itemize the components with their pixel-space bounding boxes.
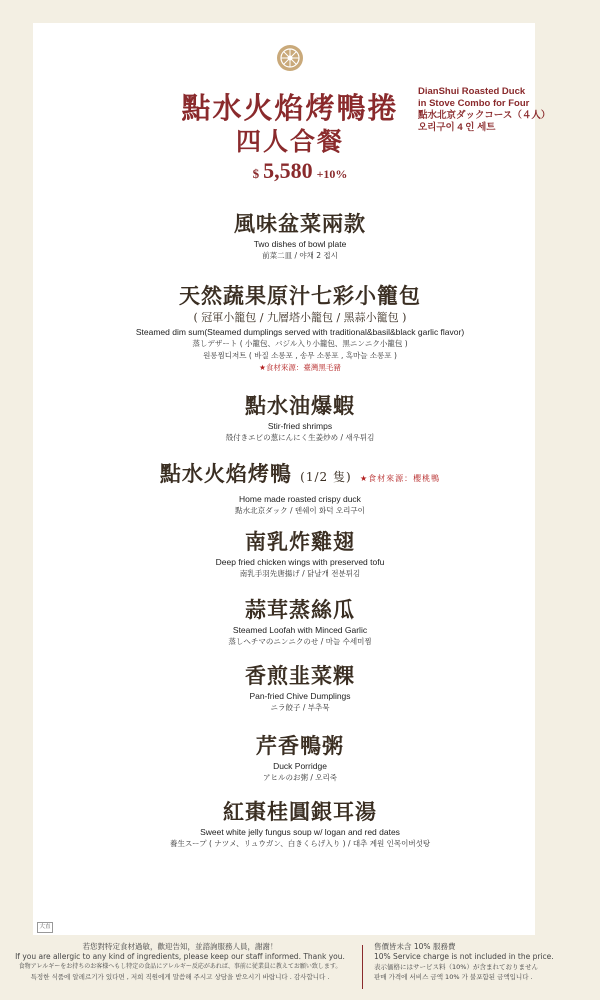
dish-title-row [60, 460, 540, 493]
dish-quantity: (1/2 隻) [300, 470, 352, 484]
dish-name-zh: 香煎韭菜粿 [245, 663, 355, 688]
allergy-notice-jp: 食物アレルギーをお持ちのお客様へもし特定の食品にアレルギー反応があれば、事前に従業員に教えてお願い致します。 [18, 963, 342, 970]
allergy-notice-kr: 특정한 식품에 알레르기가 있다면 , 저희 직원에게 말씀해 주시고 상담을 받으시기 바랍니다 . 감사합니다 . [30, 973, 330, 981]
price-currency: $ [252, 166, 260, 181]
dish-name-en: Sweet white jelly fungus soup w/ logan and red dates [200, 827, 400, 837]
dish-name-en: Pan-fried Chive Dumplings [249, 691, 351, 701]
ingredient-source: ★食材來源：臺灣黑毛豬 [259, 363, 341, 372]
dish-name-zh: 風味盆菜兩款 [234, 211, 366, 236]
dish-item [60, 732, 540, 784]
dish-name-zh: 點水油爆蝦 [245, 393, 355, 418]
side-kr: 오리구이 4 인 세트 [418, 122, 496, 133]
dish-name-en: Duck Porridge [273, 761, 327, 771]
dish-name-jp-kr: ニラ餃子 / 부추묵 [270, 703, 330, 712]
dish-name-jp-kr: 養生スープ ( ナツメ、リュウガン、白きくらげ入り ) / 대추 계원 인목이버섯탕 [169, 839, 431, 848]
dish-name-en: Deep fried chicken wings with preserved tofu [215, 557, 385, 567]
dish-item [60, 596, 540, 648]
menu-subtitle: 四人合餐 [235, 127, 344, 156]
allergy-notice [0, 942, 360, 982]
service-notice-zh: 售價皆未含 10% 服務費 [374, 942, 456, 951]
service-notice-en: 10% Service charge is not included in the price. [374, 952, 554, 961]
dish-item [60, 460, 540, 517]
dish-name-jp: 蒸しデザート ( 小籠包、バジル入り小籠包、黒ニンニク小籠包 ) [192, 339, 408, 348]
dish-name-en: Steamed dim sum(Steamed dumplings served with traditional&basil&black garlic flavor) [135, 327, 465, 337]
dish-item [60, 392, 540, 444]
allergy-notice-en: If you are allergic to any kind of ingredients, please keep our staff informed. Thank you. [15, 952, 345, 961]
location-tag: 大直 [37, 922, 53, 933]
service-charge-notice [374, 942, 596, 982]
dish-name-en: Two dishes of bowl plate [253, 239, 347, 249]
restaurant-logo-icon [276, 44, 304, 72]
dish-item [60, 528, 540, 580]
service-notice-jp: 表示価格にはサービス料（10%）が含まれておりません [374, 963, 538, 971]
side-en-line1: DianShui Roasted Duck [418, 86, 526, 97]
ingredient-source: ★食材來源：櫻桃鴨 [359, 474, 441, 483]
dish-name-zh: 紅棗桂圓銀耳湯 [223, 799, 377, 824]
dish-name-zh: 天然蔬果原汁七彩小籠包 [179, 283, 421, 308]
dish-name-en: Home made roasted crispy duck [239, 494, 361, 504]
dish-name-kr: 원롱찜디저트 ( 바질 소롱포 , 송무 소롱포 , 흑마늘 소롱포 ) [203, 351, 397, 360]
footer-divider [362, 945, 363, 989]
dish-name-jp-kr: 南乳手羽先唐揚げ / 닭날개 전분튀김 [239, 569, 361, 578]
dish-name-jp-kr: 前菜二皿 / 야채 2 접시 [262, 251, 338, 260]
dish-sub: ( 冠軍小籠包 / 九層塔小籠包 / 黑蒜小籠包 ) [193, 311, 407, 324]
dish-name-jp-kr: アヒルのお粥 / 오리죽 [262, 773, 338, 782]
price-value: 5,580 [263, 158, 313, 183]
allergy-notice-zh: 若您對特定食材過敏，歡迎告知，並諮詢服務人員，謝謝！ [82, 942, 278, 951]
dish-name-zh: 蒜茸蒸絲瓜 [245, 597, 355, 622]
side-en-line2: in Stove Combo for Four [418, 98, 530, 109]
dish-item [60, 798, 540, 850]
dish-item [60, 210, 540, 262]
dish-name-jp-kr: 殻付きエビの葱にんにく生姜炒め / 새우튀김 [225, 433, 375, 442]
price-service: +10% [316, 167, 348, 181]
side-jp: 點水北京ダックコース（４人） [418, 110, 551, 121]
menu-title: 點水火焰烤鴨捲 [181, 91, 399, 125]
dish-name-zh: 芹香鴨粥 [256, 733, 344, 758]
dish-name-jp-kr: 蒸しへチマのニンニクのせ / 마늘 수세미찜 [228, 637, 372, 646]
dish-name-jp-kr: 點水北京ダック / 덴쉐이 화덕 오리구이 [235, 506, 365, 515]
dish-item [60, 282, 540, 374]
dish-name-zh: 點水火焰烤鴨 [159, 461, 292, 486]
dish-item [60, 662, 540, 714]
dish-name-zh: 南乳炸雞翅 [245, 529, 355, 554]
service-notice-kr: 판매 가격에 서비스 금액 10% 가 불포함된 금액입니다 . [374, 973, 533, 981]
dish-name-en: Stir-fried shrimps [267, 421, 333, 431]
side-title-block [418, 86, 551, 134]
dish-name-en: Steamed Loofah with Minced Garlic [232, 625, 368, 635]
price [0, 158, 600, 184]
